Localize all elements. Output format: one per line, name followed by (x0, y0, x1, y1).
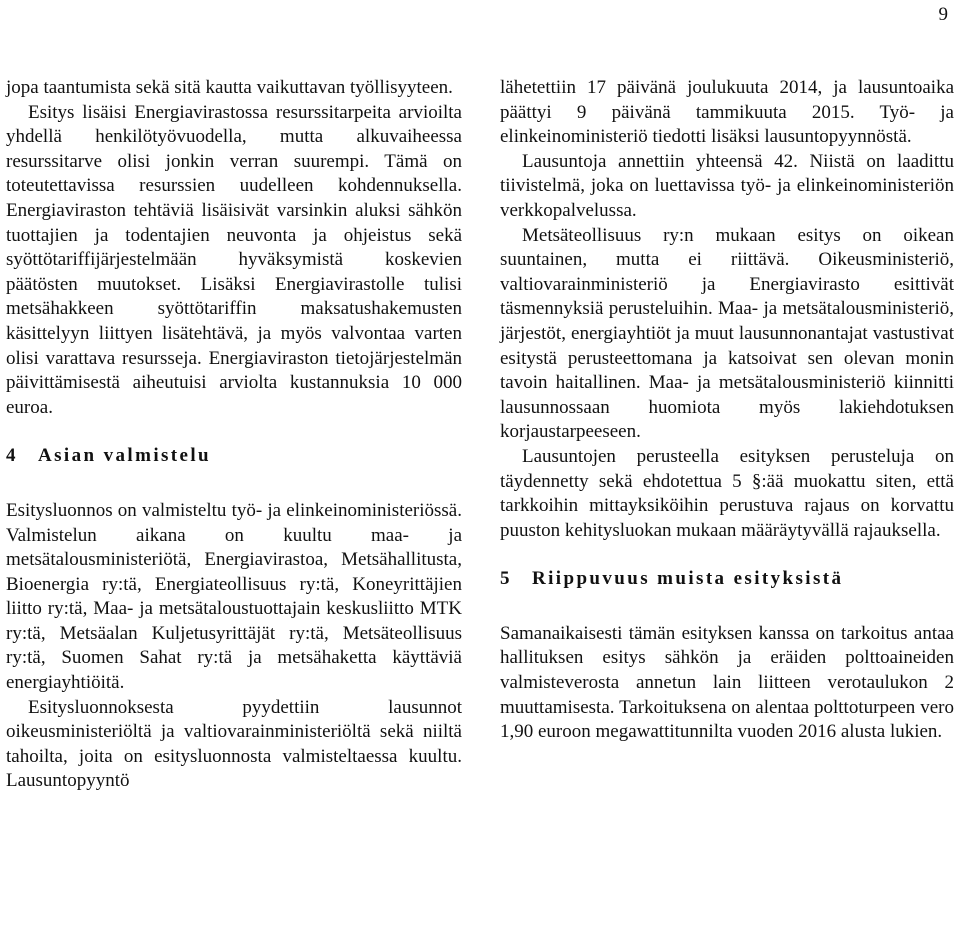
paragraph: Esitysluonnos on valmisteltu työ- ja elinkeinoministeriössä. Valmistelun aikana on kuultu maa- ja metsätalousministeriötä, Energiavirastoa, Metsähallitusta, Bioenergia ry:tä, Energiateollisuus ry:tä, Koneyrittäjien liitto ry:tä, Maa- ja metsätaloustuottajain keskusliitto MTK ry:tä, Metsäalan Kuljetusyrittäjät ry:tä, Metsäteollisuus ry:tä, Suomen Sahat ry:tä ja metsähaketta käyttäviä energiayhtiöitä. (6, 499, 462, 694)
paragraph: Samanaikaisesti tämän esityksen kanssa on tarkoitus antaa hallituksen esitys sähkön ja eräiden polttoaineiden valmisteverosta annetun lain liitteen verotaulukon 2 muuttamisesta. Tarkoituksena on alentaa polttoturpeen vero 1,90 euroon megawattitunnilta vuoden 2016 alusta lukien. (500, 622, 954, 743)
paragraph: lähetettiin 17 päivänä joulukuuta 2014, ja lausuntoaika päättyi 9 päivänä tammikuuta 2015. Työ- ja elinkeinoministeriö tiedotti lisäksi lausuntopyynnöstä. (500, 77, 954, 148)
page-number: 9 (938, 4, 948, 25)
left-column (6, 76, 462, 794)
spacer (500, 543, 954, 567)
section-number: 4 (6, 445, 16, 467)
section-number: 5 (500, 568, 510, 590)
paragraph: Esitysluonnoksesta pyydettiin lausunnot oikeusministeriöltä ja valtiovarainministeriöltä sekä niiltä tahoilta, joita on esitysluonnosta valmisteltaessa kuultu. Lausuntopyyntö (6, 696, 462, 792)
paragraph: Metsäteollisuus ry:n mukaan esitys on oikean suuntainen, mutta ei riittävä. Oikeusministeriö, valtiovarainministeriö ja Energiavirasto esittivät täsmennyksiä perusteluihin. Maa- ja metsätalousministeriö, järjestöt, energiayhtiöt ja muut lausunnonantajat vastustivat esitystä perusteettomana ja katsoivat sen olevan monin tavoin haitallinen. Maa- ja metsätalousministeriö kiinnitti lausunnossaan huomiota myös lakiehdotuksen korjaustarpeeseen. (500, 224, 954, 443)
paragraph: Lausuntojen perusteella esityksen perusteluja on täydennetty sekä ehdotettua 5 §:ää muokattu siten, että tarkkoihin mittayksiköihin perustuva rajaus on korvattu puuston kehitysluokan mukaan määräytyvällä rajauksella. (500, 445, 954, 541)
spacer (6, 469, 462, 499)
right-column (500, 76, 954, 745)
paragraph: Lausuntoja annettiin yhteensä 42. Niistä on laadittu tiivistelmä, joka on luettavissa työ- ja elinkeinoministeriön verkkopalvelussa. (500, 150, 954, 221)
spacer (500, 592, 954, 622)
paragraph: jopa taantumista sekä sitä kautta vaikuttavan työllisyyteen. (6, 77, 453, 98)
paragraph: Esitys lisäisi Energiavirastossa resurssitarpeita arvioilta yhdellä henkilötyövuodella, mutta alkuvaiheessa resurssitarve olisi jonkin verran suurempi. Tämä on toteutettavissa resurssien uudelleen kohdennuksella. Energiaviraston tehtäviä lisäisivät varsinkin aluksi sähkön tuottajien ja todentajien neuvonta ja ohjeistus sekä syöttötariffijärjestelmään hyväksymistä koskevien päätösten muutokset. Lisäksi Energiavirastolle tulisi metsähakkeen syöttötariffin maksatushakemusten käsittelyyn liittyen lisätehtävä, ja myös valvontaa varten olisi varattava resursseja. Energiaviraston tietojärjestelmän päivittämisestä aiheutuisi arviolta kustannuksia 10 000 euroa. (6, 101, 462, 418)
spacer (6, 420, 462, 444)
section-title: Riippuvuus muista esityksistä (532, 568, 844, 590)
section-heading-5 (500, 567, 954, 592)
section-title: Asian valmistelu (38, 445, 211, 467)
section-heading-4 (6, 444, 462, 469)
